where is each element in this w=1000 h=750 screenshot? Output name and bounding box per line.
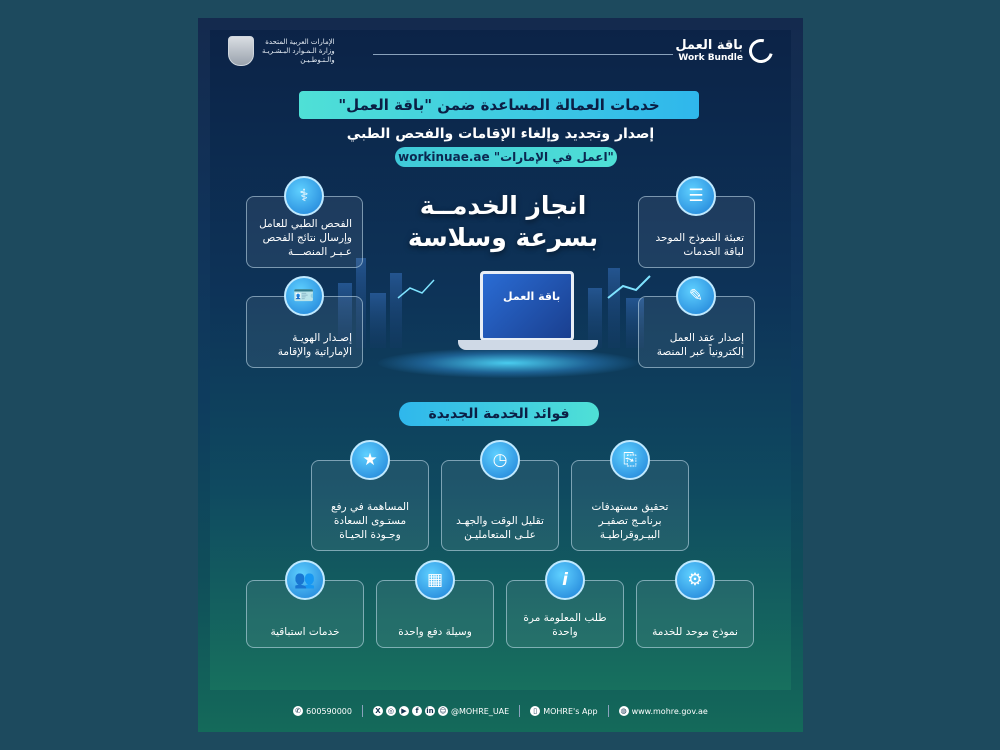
uae-emblem-icon — [228, 36, 254, 66]
card-time-effort: تقليل الوقت والجهـد علـى المتعامليـن — [441, 460, 559, 551]
globe-icon: ◍ — [620, 707, 627, 715]
ministry-logo — [228, 36, 335, 66]
x-icon: X — [373, 706, 383, 716]
card-id-residency: إصـدار الهويـة الإماراتية والإقامة — [246, 296, 363, 368]
footer-divider — [519, 705, 520, 717]
footer-divider — [362, 705, 363, 717]
youtube-icon: ▶ — [399, 706, 409, 716]
footer — [198, 690, 803, 732]
card-payment: وسيلة دفع واحدة — [376, 580, 494, 648]
footer-app[interactable]: ▯ MOHRE's App — [530, 706, 597, 716]
laptop-base — [458, 340, 598, 350]
laptop-screen — [480, 271, 574, 341]
hero-headline: انجاز الخدمــة بسرعة وسلاسة — [407, 191, 599, 252]
contract-icon: ✎ — [676, 276, 716, 316]
page-subtitle: إصدار وتجديد وإلغاء الإقامات والفحص الطبي — [346, 126, 655, 142]
linkedin-icon: in — [426, 707, 434, 715]
footer-website[interactable]: ◍ www.mohre.gov.ae — [620, 706, 708, 716]
card-happiness: المساهمة في رفع مستـوى السعادة وجـودة الحيـاة — [311, 460, 429, 551]
header-divider — [373, 54, 673, 55]
benefits-title: فوائد الخدمة الجديدة — [399, 402, 599, 426]
card-unified-model: نموذج موحد للخدمة — [636, 580, 754, 648]
card-work-contract: إصدار عقد العمل إلكترونياً عبر المنصة — [638, 296, 755, 368]
calculator-icon: ▦ — [415, 560, 455, 600]
card-medical-exam: الفحص الطبي للعامل وإرسال نتائج الفحص عـبـر المنصـــة — [246, 196, 363, 268]
brand-arabic: باقة العمل — [675, 38, 743, 53]
snapchat-icon: ☺ — [439, 707, 447, 715]
footer-social[interactable]: X ◎ ▶ f in ☺ @MOHRE_UAE — [373, 706, 509, 716]
brand-english: Work Bundle — [678, 53, 743, 63]
card-info-once: طلب المعلومة مرة واحدة — [506, 580, 624, 648]
glow-platform — [378, 348, 638, 378]
work-bundle-logo — [675, 38, 773, 63]
stethoscope-icon: ⚕ — [284, 176, 324, 216]
mobile-app-icon: ▯ — [530, 706, 540, 716]
card-proactive: خدمات استباقية — [246, 580, 364, 648]
document-icon: ⎘ — [610, 440, 650, 480]
instagram-icon: ◎ — [387, 707, 395, 715]
stars-people-icon: ★ — [350, 440, 390, 480]
form-icon: ☰ — [676, 176, 716, 216]
ministry-name: الإمارات العربية المتحدة وزارة الـمـوارد البـشـريـة والـتـوطـيـن — [262, 37, 335, 64]
clock-icon: ◷ — [480, 440, 520, 480]
page-title: خدمات العمالة المساعدة ضمن "باقة العمل" — [299, 91, 699, 119]
facebook-icon: f — [412, 706, 422, 716]
phone-icon: ✆ — [293, 706, 303, 716]
footer-divider — [608, 705, 609, 717]
info-icon: i — [545, 560, 585, 600]
id-card-icon: 🪪 — [284, 276, 324, 316]
card-bureaucracy: تحقيق مستهدفات برنامـج تصفيـر البيـروقراطيـة — [571, 460, 689, 551]
users-icon: 👥 — [285, 560, 325, 600]
card-unified-form: تعبئة النموذج الموحد لباقة الخدمات — [638, 196, 755, 268]
laptop-label: باقة العمل — [503, 290, 561, 303]
poster — [198, 18, 803, 732]
website-pill: "اعمل في الإمارات" workinuae.ae — [395, 147, 617, 167]
footer-phone[interactable]: ✆ 600590000 — [293, 706, 352, 716]
gear-icon: ⚙ — [675, 560, 715, 600]
work-bundle-icon — [745, 34, 778, 67]
